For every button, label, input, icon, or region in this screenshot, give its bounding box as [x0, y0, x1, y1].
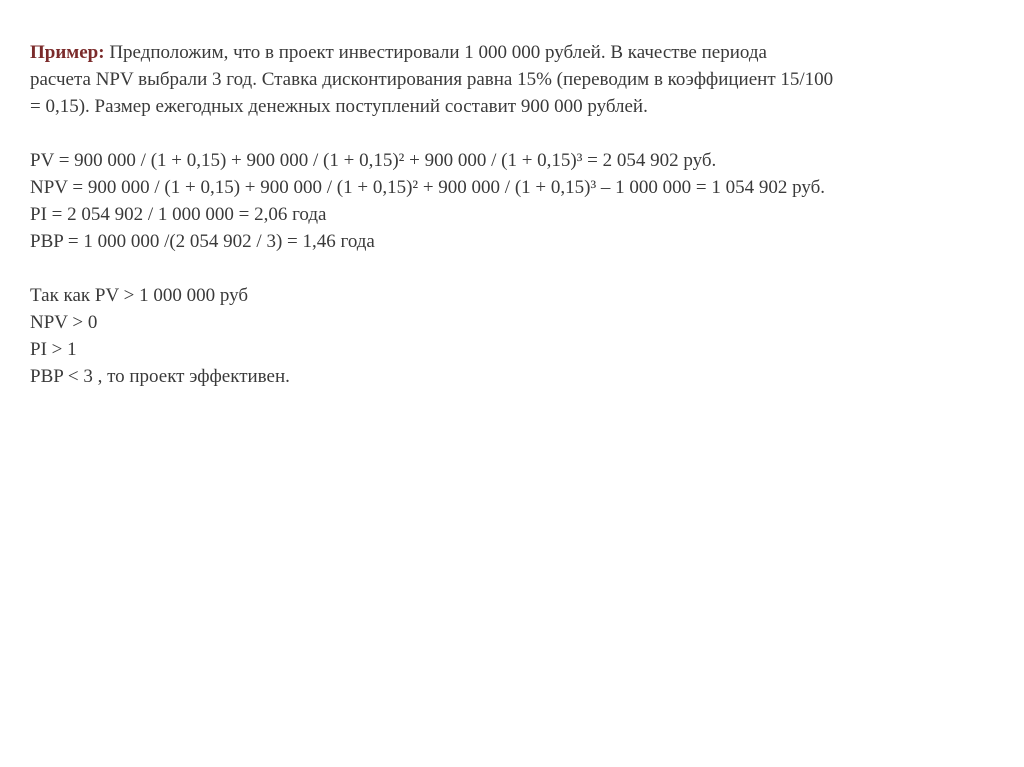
example-label: Пример:	[30, 42, 105, 63]
slide-content	[30, 39, 1005, 390]
example-line-1	[30, 39, 1005, 66]
example-text-1: Предположим, что в проект инвестировали 1 000 000 рублей. В качестве периода	[104, 42, 767, 63]
formula-pv: PV = 900 000 / (1 + 0,15) + 900 000 / (1 + 0,15)² + 900 000 / (1 + 0,15)³ = 2 054 902 руб.	[30, 150, 717, 171]
formula-pi: PI = 2 054 902 / 1 000 000 = 2,06 года	[30, 204, 327, 225]
conclusion-block	[30, 282, 1005, 390]
formula-pbp: PBP = 1 000 000 /(2 054 902 / 3) = 1,46 года	[30, 231, 375, 252]
conclusion-npv: NPV > 0	[30, 312, 98, 333]
example-line-3: = 0,15). Размер ежегодных денежных поступлений составит 900 000 рублей.	[30, 96, 648, 117]
conclusion-pv: Так как PV > 1 000 000 руб	[30, 285, 248, 306]
example-line-2: расчета NPV выбрали 3 год. Ставка дисконтирования равна 15% (переводим в коэффициент 15/100	[30, 69, 834, 90]
conclusion-pi: PI > 1	[30, 339, 77, 360]
formula-block	[30, 147, 1005, 255]
conclusion-pbp: PBP < 3 , то проект эффективен.	[30, 366, 290, 387]
example-paragraph	[30, 39, 1005, 120]
formula-npv: NPV = 900 000 / (1 + 0,15) + 900 000 / (1 + 0,15)² + 900 000 / (1 + 0,15)³ – 1 000 000 = 1 054 902 руб.	[30, 177, 826, 198]
